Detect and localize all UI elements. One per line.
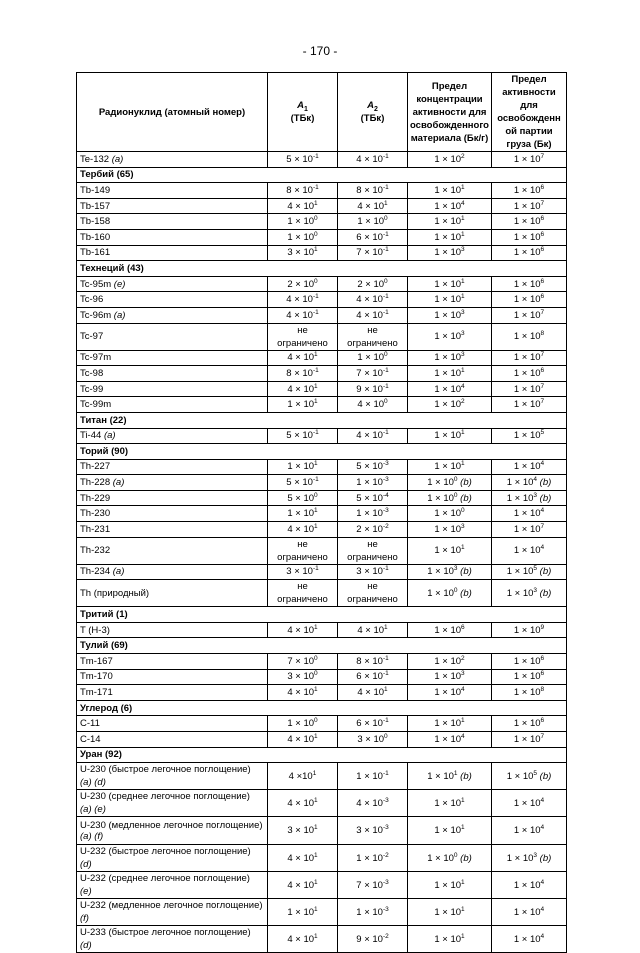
section-row <box>77 444 567 460</box>
a1-cell: $4 \times 10^1$ <box>268 350 338 366</box>
nuclide-cell <box>77 366 268 382</box>
table-row <box>77 669 567 685</box>
header-concentration-limit: Предел концентрации активности для освобожденного материала (Бк/г) <box>408 73 492 152</box>
section-row <box>77 261 567 277</box>
nuclide-cell <box>77 654 268 670</box>
a1-cell: $2 \times 10^0$ <box>268 276 338 292</box>
nuclide-cell <box>77 926 268 953</box>
activity-limit-cell: $1 \times 10^7$ <box>492 152 567 168</box>
a1-cell: не ограничено <box>268 580 338 607</box>
a1-cell: $5 \times 10^{-1}$ <box>268 428 338 444</box>
activity-limit-cell: $1 \times 10^9$ <box>492 622 567 638</box>
concentration-limit-cell: $1 \times 10^2$ <box>408 152 492 168</box>
nuclide-note: (a) (e) <box>80 804 106 816</box>
concentration-limit-cell: $1 \times 10^1$ <box>408 229 492 245</box>
concentration-limit-cell: $1 \times 10^3$ <box>408 669 492 685</box>
nuclide-name: Tm-170 <box>80 671 113 683</box>
a1-cell: $3 \times 10^1$ <box>268 245 338 261</box>
a1-cell: $4 \times 10^1$ <box>268 763 338 790</box>
a2-cell: $4 \times 10^1$ <box>338 198 408 214</box>
a1-cell: $1 \times 10^0$ <box>268 214 338 230</box>
activity-limit-cell: $1 \times 10^5$ (b) <box>492 564 567 580</box>
a2-cell: не ограничено <box>338 537 408 564</box>
nuclide-name: Th-229 <box>80 492 111 504</box>
nuclide-cell <box>77 669 268 685</box>
table-row <box>77 459 567 475</box>
table-row <box>77 622 567 638</box>
nuclide-name: Th (природный) <box>80 587 150 599</box>
table-row <box>77 716 567 732</box>
page-number: - 170 - <box>302 44 338 58</box>
concentration-limit-cell: $1 \times 10^6$ <box>408 622 492 638</box>
nuclide-name: Tb-160 <box>80 231 111 243</box>
a1-cell: не ограничено <box>268 323 338 350</box>
nuclide-cell <box>77 622 268 638</box>
nuclide-name: Th-232 <box>80 545 111 557</box>
nuclide-cell <box>77 580 268 607</box>
table-row <box>77 323 567 350</box>
activity-limit-cell: $1 \times 10^5$ (b) <box>492 763 567 790</box>
table-row <box>77 229 567 245</box>
a2-cell: $4 \times 10^1$ <box>338 685 408 701</box>
table-row <box>77 522 567 538</box>
nuclide-name: Th-231 <box>80 523 111 535</box>
nuclide-name: U-232 (среднее легочное поглощение) <box>80 873 250 885</box>
table-row <box>77 763 567 790</box>
a2-cell: $4 \times 10^{-1}$ <box>338 428 408 444</box>
concentration-limit-cell: $1 \times 10^3$ (b) <box>408 564 492 580</box>
nuclide-note: (d) <box>80 859 92 871</box>
nuclide-cell <box>77 459 268 475</box>
activity-limit-cell: $1 \times 10^4$ <box>492 459 567 475</box>
activity-limit-cell: $1 \times 10^3$ (b) <box>492 490 567 506</box>
a2-cell: $1 \times 10^0$ <box>338 214 408 230</box>
a1-cell: $8 \times 10^{-1}$ <box>268 183 338 199</box>
section-title: Торий (90) <box>77 444 567 460</box>
nuclide-cell <box>77 506 268 522</box>
nuclide-name: U-230 (быстрое легочное поглощение) <box>80 764 251 776</box>
concentration-limit-cell: $1 \times 10^1$ <box>408 276 492 292</box>
nuclide-cell <box>77 475 268 491</box>
activity-limit-cell: $1 \times 10^4$ <box>492 790 567 817</box>
activity-limit-cell: $1 \times 10^5$ <box>492 428 567 444</box>
nuclide-cell <box>77 152 268 168</box>
concentration-limit-cell: $1 \times 10^1$ (b) <box>408 763 492 790</box>
section-row <box>77 638 567 654</box>
header-a2: $A_2$ (ТБк) <box>338 73 408 152</box>
nuclide-cell <box>77 323 268 350</box>
table-row <box>77 245 567 261</box>
nuclide-name: Ti-44 <box>80 430 102 442</box>
table-row <box>77 198 567 214</box>
table-row <box>77 537 567 564</box>
a2-cell: $5 \times 10^{-4}$ <box>338 490 408 506</box>
nuclide-cell <box>77 183 268 199</box>
nuclide-cell <box>77 381 268 397</box>
a2-cell: $9 \times 10^{-1}$ <box>338 381 408 397</box>
a2-cell: $3 \times 10^{-3}$ <box>338 817 408 845</box>
concentration-limit-cell: $1 \times 10^4$ <box>408 732 492 748</box>
a1-cell: $1 \times 10^1$ <box>268 506 338 522</box>
activity-limit-cell: $1 \times 10^4$ <box>492 537 567 564</box>
a1-cell: $7 \times 10^0$ <box>268 654 338 670</box>
a1-cell: $4 \times 10^1$ <box>268 685 338 701</box>
section-title: Тритий (1) <box>77 607 567 623</box>
nuclide-cell <box>77 872 268 899</box>
a1-cell: $8 \times 10^{-1}$ <box>268 366 338 382</box>
a1-cell: $4 \times 10^1$ <box>268 732 338 748</box>
concentration-limit-cell: $1 \times 10^1$ <box>408 790 492 817</box>
a2-cell: $6 \times 10^{-1}$ <box>338 716 408 732</box>
nuclide-name: Tb-149 <box>80 184 111 196</box>
nuclide-cell <box>77 292 268 308</box>
activity-limit-cell: $1 \times 10^6$ <box>492 654 567 670</box>
activity-limit-cell: $1 \times 10^7$ <box>492 522 567 538</box>
nuclide-cell <box>77 817 268 845</box>
concentration-limit-cell: $1 \times 10^1$ <box>408 899 492 926</box>
nuclide-name: Tc-99 <box>80 383 104 395</box>
activity-limit-cell: $1 \times 10^4$ (b) <box>492 475 567 491</box>
concentration-limit-cell: $1 \times 10^2$ <box>408 397 492 413</box>
concentration-limit-cell: $1 \times 10^4$ <box>408 685 492 701</box>
header-nuclide: Радионуклид (атомный номер) <box>77 73 268 152</box>
nuclide-note: (a) <box>111 153 124 165</box>
nuclide-name: C-11 <box>80 718 100 730</box>
nuclide-name: Te-132 <box>80 153 110 165</box>
table-row <box>77 428 567 444</box>
table-row <box>77 307 567 323</box>
a1-cell: $1 \times 10^1$ <box>268 899 338 926</box>
nuclide-note: (d) <box>80 940 92 952</box>
nuclide-cell <box>77 564 268 580</box>
table-row <box>77 276 567 292</box>
a1-cell: $4 \times 10^{-1}$ <box>268 292 338 308</box>
activity-limit-cell: $1 \times 10^6$ <box>492 716 567 732</box>
nuclide-cell <box>77 899 268 926</box>
a2-cell: $1 \times 10^{-1}$ <box>338 763 408 790</box>
a1-cell: $4 \times 10^1$ <box>268 926 338 953</box>
a2-cell: не ограничено <box>338 580 408 607</box>
a1-cell: $5 \times 10^{-1}$ <box>268 475 338 491</box>
section-title: Титан (22) <box>77 412 567 428</box>
nuclide-cell <box>77 214 268 230</box>
activity-limit-cell: $1 \times 10^6$ <box>492 229 567 245</box>
a1-cell: $5 \times 10^{-1}$ <box>268 152 338 168</box>
a2-cell: $4 \times 10^{-1}$ <box>338 292 408 308</box>
activity-limit-cell: $1 \times 10^8$ <box>492 323 567 350</box>
concentration-limit-cell: $1 \times 10^2$ <box>408 654 492 670</box>
nuclide-cell <box>77 522 268 538</box>
activity-limit-cell: $1 \times 10^7$ <box>492 350 567 366</box>
nuclide-cell <box>77 276 268 292</box>
a1-cell: $3 \times 10^{-1}$ <box>268 564 338 580</box>
nuclide-note: (a) <box>103 430 116 442</box>
activity-limit-cell: $1 \times 10^7$ <box>492 397 567 413</box>
section-row <box>77 167 567 183</box>
nuclide-note: (e) <box>80 886 92 898</box>
table-row <box>77 732 567 748</box>
table-row <box>77 490 567 506</box>
a2-cell: $1 \times 10^{-3}$ <box>338 475 408 491</box>
nuclide-note: (e) <box>113 278 126 290</box>
table-row <box>77 685 567 701</box>
a1-cell: $4 \times 10^1$ <box>268 790 338 817</box>
nuclide-cell <box>77 732 268 748</box>
activity-limit-cell: $1 \times 10^7$ <box>492 307 567 323</box>
activity-limit-cell: $1 \times 10^6$ <box>492 292 567 308</box>
nuclide-cell <box>77 845 268 872</box>
nuclide-name: Th-230 <box>80 508 111 520</box>
concentration-limit-cell: $1 \times 10^1$ <box>408 292 492 308</box>
table-row <box>77 872 567 899</box>
nuclide-name: Th-234 <box>80 566 111 578</box>
nuclide-note: (a) (f) <box>80 830 104 842</box>
section-title: Технеций (43) <box>77 261 567 277</box>
concentration-limit-cell: $1 \times 10^1$ <box>408 428 492 444</box>
a2-cell: $2 \times 10^0$ <box>338 276 408 292</box>
nuclide-name: Tb-157 <box>80 200 111 212</box>
table-row <box>77 366 567 382</box>
concentration-limit-cell: $1 \times 10^4$ <box>408 381 492 397</box>
activity-limit-cell: $1 \times 10^6$ <box>492 366 567 382</box>
nuclide-note: (f) <box>80 913 89 925</box>
a2-cell: $5 \times 10^{-3}$ <box>338 459 408 475</box>
a2-cell: $7 \times 10^{-1}$ <box>338 366 408 382</box>
nuclide-note: (a) <box>112 477 125 489</box>
activity-limit-cell: $1 \times 10^6$ <box>492 214 567 230</box>
table-row <box>77 350 567 366</box>
a1-cell: $1 \times 10^0$ <box>268 229 338 245</box>
table-row <box>77 654 567 670</box>
nuclide-name: U-230 (медленное легочное поглощение) <box>80 819 263 831</box>
a1-cell: $3 \times 10^0$ <box>268 669 338 685</box>
a1-cell: $4 \times 10^1$ <box>268 872 338 899</box>
concentration-limit-cell: $1 \times 10^1$ <box>408 459 492 475</box>
table-header-row <box>77 73 567 152</box>
nuclide-cell <box>77 198 268 214</box>
activity-limit-cell: $1 \times 10^6$ <box>492 276 567 292</box>
a1-cell: $1 \times 10^0$ <box>268 716 338 732</box>
a2-cell: $4 \times 10^{-1}$ <box>338 152 408 168</box>
a1-cell: $4 \times 10^{-1}$ <box>268 307 338 323</box>
a2-cell: $7 \times 10^{-3}$ <box>338 872 408 899</box>
nuclide-name: T (H-3) <box>80 624 110 636</box>
table-row <box>77 926 567 953</box>
concentration-limit-cell: $1 \times 10^1$ <box>408 214 492 230</box>
nuclide-name: Th-227 <box>80 461 111 473</box>
nuclide-name: Tm-167 <box>80 655 113 667</box>
a2-cell: $4 \times 10^{-3}$ <box>338 790 408 817</box>
nuclide-name: Tc-95m <box>80 278 112 290</box>
header-activity-limit: Предел активности для освобожденн ой партии груза (Бк) <box>492 73 567 152</box>
nuclide-note: (a) (d) <box>80 777 106 789</box>
activity-limit-cell: $1 \times 10^3$ (b) <box>492 845 567 872</box>
nuclide-cell <box>77 397 268 413</box>
activity-limit-cell: $1 \times 10^7$ <box>492 198 567 214</box>
section-row <box>77 747 567 763</box>
nuclide-cell <box>77 685 268 701</box>
nuclide-cell <box>77 490 268 506</box>
header-a1: $A_1$ (ТБк) <box>268 73 338 152</box>
a1-cell: $4 \times 10^1$ <box>268 198 338 214</box>
table-row <box>77 475 567 491</box>
section-title: Тулий (69) <box>77 638 567 654</box>
nuclide-name: Tc-99m <box>80 399 112 411</box>
a2-cell: $3 \times 10^0$ <box>338 732 408 748</box>
table-row <box>77 506 567 522</box>
concentration-limit-cell: $1 \times 10^3$ <box>408 522 492 538</box>
nuclide-name: Tc-97 <box>80 331 104 343</box>
activity-limit-cell: $1 \times 10^6$ <box>492 183 567 199</box>
nuclide-cell <box>77 245 268 261</box>
a2-cell: $9 \times 10^{-2}$ <box>338 926 408 953</box>
activity-limit-cell: $1 \times 10^7$ <box>492 381 567 397</box>
a1-cell: $4 \times 10^1$ <box>268 845 338 872</box>
activity-limit-cell: $1 \times 10^4$ <box>492 817 567 845</box>
section-title: Тербий (65) <box>77 167 567 183</box>
activity-limit-cell: $1 \times 10^6$ <box>492 669 567 685</box>
section-row <box>77 607 567 623</box>
a2-cell: $1 \times 10^{-2}$ <box>338 845 408 872</box>
nuclide-note: (a) <box>112 566 125 578</box>
nuclide-cell <box>77 350 268 366</box>
nuclide-name: Tm-171 <box>80 687 113 699</box>
section-row <box>77 700 567 716</box>
table-row <box>77 397 567 413</box>
nuclide-cell <box>77 790 268 817</box>
table-row <box>77 381 567 397</box>
nuclide-name: Tc-97m <box>80 352 112 364</box>
concentration-limit-cell: $1 \times 10^1$ <box>408 872 492 899</box>
nuclide-cell <box>77 537 268 564</box>
activity-limit-cell: $1 \times 10^7$ <box>492 732 567 748</box>
a1-cell: $4 \times 10^1$ <box>268 381 338 397</box>
section-title: Углерод (6) <box>77 700 567 716</box>
a1-cell: $1 \times 10^1$ <box>268 397 338 413</box>
table-row <box>77 845 567 872</box>
table-row <box>77 817 567 845</box>
concentration-limit-cell: $1 \times 10^3$ <box>408 350 492 366</box>
a2-cell: $7 \times 10^{-1}$ <box>338 245 408 261</box>
concentration-limit-cell: $1 \times 10^3$ <box>408 323 492 350</box>
concentration-limit-cell: $1 \times 10^0$ (b) <box>408 475 492 491</box>
concentration-limit-cell: $1 \times 10^0$ (b) <box>408 580 492 607</box>
a1-cell: $5 \times 10^0$ <box>268 490 338 506</box>
table-row <box>77 564 567 580</box>
concentration-limit-cell: $1 \times 10^1$ <box>408 716 492 732</box>
concentration-limit-cell: $1 \times 10^1$ <box>408 926 492 953</box>
a2-cell: $6 \times 10^{-1}$ <box>338 229 408 245</box>
table-row <box>77 183 567 199</box>
a1-cell: $3 \times 10^1$ <box>268 817 338 845</box>
nuclide-name: Tb-158 <box>80 216 111 228</box>
a2-cell: не ограничено <box>338 323 408 350</box>
concentration-limit-cell: $1 \times 10^0$ (b) <box>408 490 492 506</box>
a2-cell: $1 \times 10^{-3}$ <box>338 899 408 926</box>
concentration-limit-cell: $1 \times 10^3$ <box>408 245 492 261</box>
table-row <box>77 790 567 817</box>
activity-limit-cell: $1 \times 10^4$ <box>492 926 567 953</box>
nuclide-name: Tc-98 <box>80 367 104 379</box>
a2-cell: $6 \times 10^{-1}$ <box>338 669 408 685</box>
table-row <box>77 580 567 607</box>
nuclide-cell <box>77 229 268 245</box>
nuclide-cell <box>77 716 268 732</box>
activity-limit-cell: $1 \times 10^4$ <box>492 506 567 522</box>
concentration-limit-cell: $1 \times 10^1$ <box>408 537 492 564</box>
activity-limit-cell: $1 \times 10^3$ (b) <box>492 580 567 607</box>
table-row <box>77 214 567 230</box>
nuclide-name: U-232 (медленное легочное поглощение) <box>80 900 263 912</box>
nuclide-note: (a) <box>113 309 126 321</box>
a2-cell: $3 \times 10^{-1}$ <box>338 564 408 580</box>
radionuclide-table <box>76 72 567 953</box>
activity-limit-cell: $1 \times 10^8$ <box>492 685 567 701</box>
a1-cell: $4 \times 10^1$ <box>268 522 338 538</box>
table-row <box>77 292 567 308</box>
nuclide-name: U-233 (быстрое легочное поглощение) <box>80 927 251 939</box>
nuclide-cell <box>77 763 268 790</box>
concentration-limit-cell: $1 \times 10^0$ <box>408 506 492 522</box>
a1-cell: не ограничено <box>268 537 338 564</box>
nuclide-name: Th-228 <box>80 477 111 489</box>
concentration-limit-cell: $1 \times 10^1$ <box>408 817 492 845</box>
nuclide-name: C-14 <box>80 733 101 745</box>
concentration-limit-cell: $1 \times 10^3$ <box>408 307 492 323</box>
a1-cell: $1 \times 10^1$ <box>268 459 338 475</box>
nuclide-name: Tc-96 <box>80 294 104 306</box>
section-row <box>77 412 567 428</box>
a2-cell: $4 \times 10^0$ <box>338 397 408 413</box>
a2-cell: $1 \times 10^{-3}$ <box>338 506 408 522</box>
a1-cell: $4 \times 10^1$ <box>268 622 338 638</box>
nuclide-name: U-232 (быстрое легочное поглощение) <box>80 846 251 858</box>
nuclide-name: Tc-96m <box>80 309 112 321</box>
concentration-limit-cell: $1 \times 10^1$ <box>408 366 492 382</box>
concentration-limit-cell: $1 \times 10^4$ <box>408 198 492 214</box>
nuclide-name: Tb-161 <box>80 247 111 259</box>
a2-cell: $8 \times 10^{-1}$ <box>338 654 408 670</box>
activity-limit-cell: $1 \times 10^4$ <box>492 872 567 899</box>
a2-cell: $4 \times 10^1$ <box>338 622 408 638</box>
concentration-limit-cell: $1 \times 10^1$ <box>408 183 492 199</box>
table-row <box>77 899 567 926</box>
a2-cell: $4 \times 10^{-1}$ <box>338 307 408 323</box>
nuclide-cell <box>77 428 268 444</box>
activity-limit-cell: $1 \times 10^6$ <box>492 245 567 261</box>
concentration-limit-cell: $1 \times 10^0$ (b) <box>408 845 492 872</box>
a2-cell: $2 \times 10^{-2}$ <box>338 522 408 538</box>
a2-cell: $1 \times 10^0$ <box>338 350 408 366</box>
nuclide-cell <box>77 307 268 323</box>
section-title: Уран (92) <box>77 747 567 763</box>
a2-cell: $8 \times 10^{-1}$ <box>338 183 408 199</box>
nuclide-name: U-230 (среднее легочное поглощение) <box>80 791 250 803</box>
activity-limit-cell: $1 \times 10^4$ <box>492 899 567 926</box>
table-row <box>77 152 567 168</box>
